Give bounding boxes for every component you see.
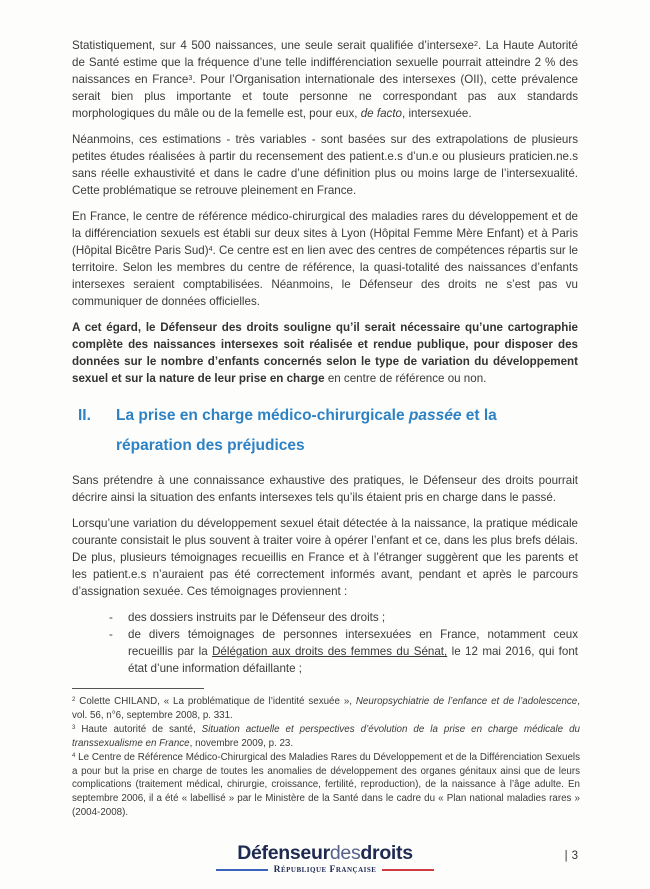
text-run: , vol. 56, n°6, septembre 2008, p. 331. (72, 696, 580, 721)
footnote-3 (72, 723, 580, 751)
section-title (116, 401, 578, 461)
text-run: En France, le centre de référence médico-chirurgical des maladies rares du développement et de la différenciation sexuels est établi sur deux sites à Lyon (Hôpital Femme Mère Enfant) et à Paris (Hôpital Bicêtre Paris Sud) (72, 210, 578, 257)
text-run: Statistiquement, sur 4 500 naissances, une seule serait qualifiée d’intersexe (72, 39, 474, 52)
text-run: Néanmoins, ces estimations - très variables - sont basées sur des extrapolations de plusieurs petites études réalisées à partir du recensement des patient.e.s d’un.e ou plusieurs praticien.ne.s sans réelle exhaustivité et dans le cadre d’une définition plus ou moins large de l’intersexualité. Cette problématique se retrouve pleinement en France. (72, 133, 578, 197)
footnotes-section (72, 688, 580, 820)
footnote-marker-4: 4 (72, 752, 76, 759)
section-heading-ii (72, 401, 578, 461)
page-number-separator: | (564, 850, 568, 862)
bullet-dash: - (109, 611, 113, 624)
footnote-ref-3: 3 (188, 72, 193, 82)
paragraph-centre-reference (72, 208, 578, 310)
bullet-item-temoignages (72, 626, 578, 677)
footnote-marker-3: 3 (72, 725, 76, 732)
text-run: passée (408, 407, 462, 424)
text-run: Colette CHILAND, « La problématique de l’identité sexuée », (75, 696, 356, 707)
footnote-4 (72, 751, 580, 821)
logo-tagline-row (216, 865, 435, 875)
logo-word-des: des (329, 842, 361, 864)
text-run: . Pour l’Organisation internationale des intersexes (OII), cette prévalence serait bien plus importante et toute personne ne correspondant pas aux standards morphologiques du mâle ou de la femelle est, pour eux, (72, 73, 578, 120)
footnote-marker-2: 2 (72, 697, 76, 704)
text-run: Le Centre de Référence Médico-Chirurgical des Maladies Rares du Développement et de la Différenciation Sexuels a pour but la prise en charge de toutes les anomalies de développement des organes génitaux ainsi que de leurs complications (traitement médical, chirurgie, croissance, fertilité, reproduction), de la naissance à l’âge adulte. En septembre 2006, il a été « labellisé » par le Ministère de la Santé dans le cadre du « Plan national maladies rares » (2004-2008). (72, 751, 580, 819)
bullet-item-dossiers (72, 609, 578, 626)
footnote-ref-4: 4 (208, 243, 213, 253)
text-run: . Ce centre est en lien avec des centres de compétences répartis sur le territoire. Selon les membres du centre de référence, la quasi-totalité des naissances d’enfants intersexes seraient comptabilisées. Néanmoins, le Défenseur des droits ne s’est pas vu communiquer de données officielles. (72, 244, 578, 308)
paragraph-cartographie (72, 319, 578, 387)
paragraph-sans-pretendre (72, 472, 578, 506)
defenseur-des-droits-logo (216, 843, 435, 875)
logo-tagline: République Française (273, 865, 377, 875)
text-run: Situation actuelle et perspectives d’évolution de la prise en charge médicale du transsexualisme en France (72, 723, 580, 749)
text-run: A cet égard, le Défenseur des droits souligne qu’il serait nécessaire qu’une cartographie complète des naissances intersexes soit réalisée et rendue publique, pour disposer des données sur le nombre d’enfants concernés selon le type de variation du développement sexuel et sur la nature de leur prise en charge (72, 321, 578, 385)
paragraph-estimations (72, 131, 578, 199)
text-run: en centre de référence ou non. (327, 372, 487, 385)
logo-wordmark (216, 843, 435, 863)
bullet-text (128, 609, 578, 626)
bullet-text (128, 626, 578, 677)
senat-delegation-link[interactable]: Délégation aux droits des femmes du Sénat, (212, 645, 448, 658)
text-run: et la réparation des préjudices (116, 407, 497, 454)
paragraph-statistics (72, 37, 578, 122)
tagline-blue-line (216, 869, 268, 871)
text-run: de divers témoignages de personnes intersexuées en France, notamment ceux recueillis par la (128, 628, 578, 658)
section-number: II. (78, 407, 91, 424)
text-run: Neuropsychiatrie de l’enfance et de l’adolescence (355, 696, 578, 707)
page-number-value: 3 (571, 850, 578, 862)
bullet-dash: - (109, 628, 113, 641)
footnote-2 (72, 695, 580, 723)
logo-word-defenseur: Défenseur (237, 842, 330, 864)
footnote-ref-2: 2 (473, 38, 478, 48)
text-run: La prise en charge médico-chirurgicale (116, 407, 409, 424)
text-run: Sans prétendre à une connaissance exhaustive des pratiques, le Défenseur des droits pourrait décrire ainsi la situation des enfants intersexes tels qu’ils étaient pris en charge dans le passé. (72, 474, 578, 504)
footer (0, 843, 650, 876)
text-run: . La Haute Autorité de Santé estime que la fréquence d’une telle indifférenciation sexuelle pourrait atteindre 2 % des naissances en France (72, 39, 578, 86)
paragraph-lorsquune-variation (72, 515, 578, 600)
text-run: Haute autorité de santé, (75, 723, 202, 735)
page-number (565, 850, 578, 862)
text-run: le 12 mai 2016, qui font état d’une information défaillante ; (128, 645, 579, 675)
text-run: Lorsqu’une variation du développement sexuel était détectée à la naissance, la pratique médicale courante consistait le plus souvent à traiter voire à opérer l’enfant et ce, dans les plus brefs délais. De plus, plusieurs témoignages recueillis en France et à l’étranger suggèrent que les parents et les patient.e.s n’auraient pas été correctement informés avant, pendant et après le parcours d’assignation sexuée. Ces témoignages proviennent : (72, 517, 578, 598)
footnote-separator-rule (72, 688, 204, 689)
logo-word-droits: droits (360, 842, 413, 864)
text-run: des dossiers instruits par le Défenseur des droits ; (128, 611, 386, 624)
tagline-red-line (382, 869, 434, 871)
text-run: de facto (360, 107, 402, 120)
text-run: , novembre 2009, p. 23. (189, 737, 294, 749)
text-run: , intersexuée. (402, 107, 472, 120)
main-text-block (72, 37, 578, 677)
